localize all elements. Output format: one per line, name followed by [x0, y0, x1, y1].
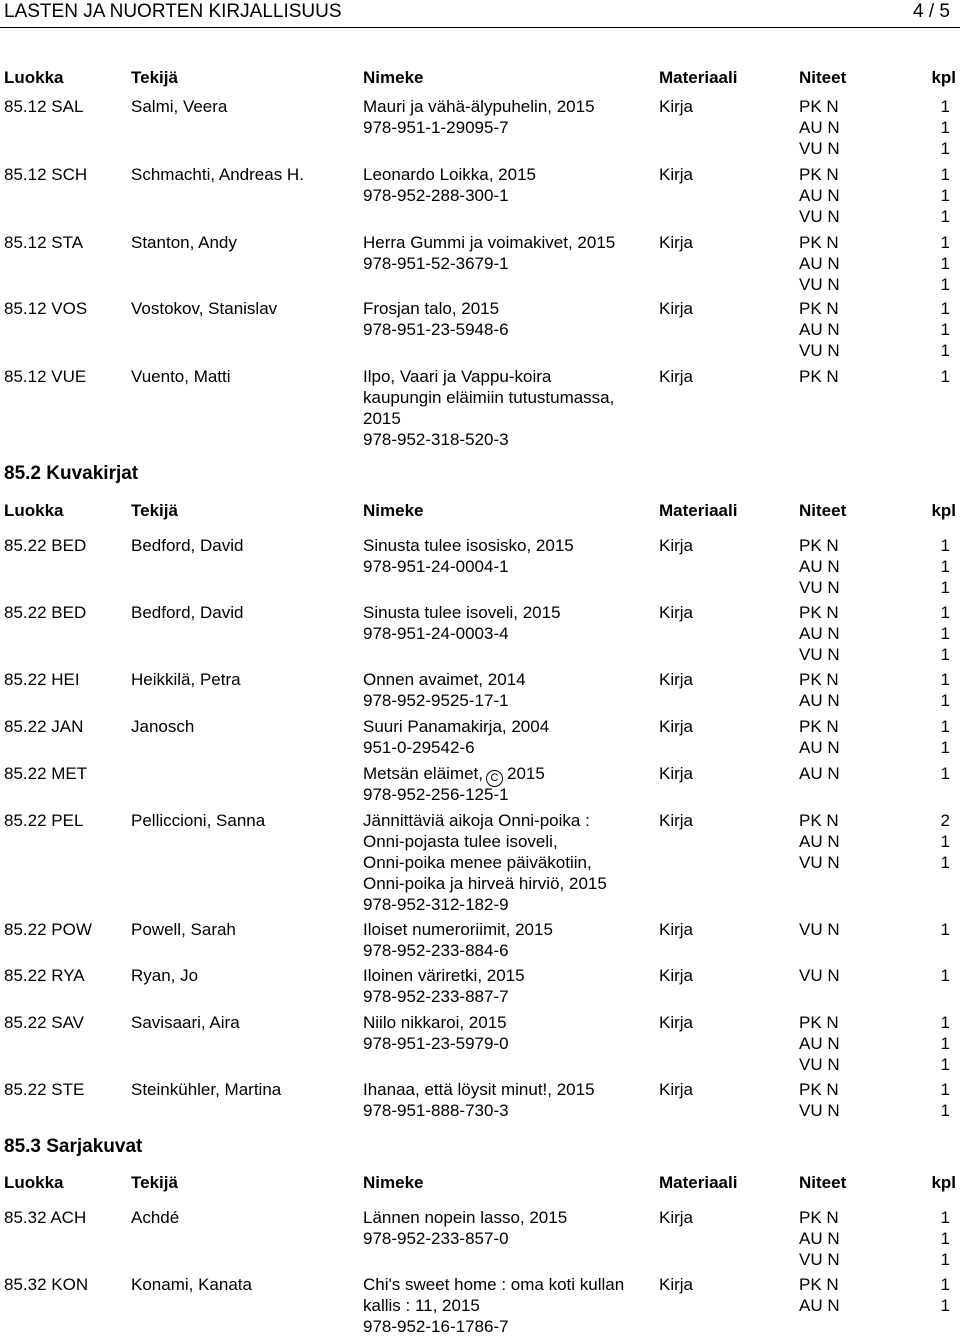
column-header-luokka: Luokka [4, 68, 64, 87]
copy-count: 1 [940, 1055, 950, 1074]
holding-location: PK N [799, 670, 839, 689]
material-type: Kirja [659, 299, 694, 318]
holding-location: VU N [799, 341, 840, 360]
copy-count: 1 [940, 165, 950, 184]
copy-count: 1 [940, 207, 950, 226]
title-line: Iloinen väriretki, 2015 [363, 966, 525, 985]
material-type: Kirja [659, 165, 694, 184]
title-line: Leonardo Loikka, 2015 [363, 165, 536, 184]
title-line: Jännittäviä aikoja Onni-poika : [363, 811, 590, 830]
call-number: 85.32 KON [4, 1275, 89, 1294]
column-header-kpl: kpl [931, 501, 956, 520]
column-header-nimeke: Nimeke [363, 1173, 424, 1192]
column-header-nimeke: Nimeke [363, 68, 424, 87]
title-line: Sinusta tulee isoveli, 2015 [363, 603, 561, 622]
copy-count: 1 [940, 691, 950, 710]
holding-location: AU N [799, 832, 840, 851]
title-text: Metsän eläimet, [363, 764, 483, 783]
holding-location: AU N [799, 738, 840, 757]
call-number: 85.12 VUE [4, 367, 87, 386]
isbn: 978-951-23-5979-0 [363, 1034, 509, 1053]
copy-count: 1 [940, 645, 950, 664]
column-header-niteet: Niteet [799, 1173, 847, 1192]
title-year: 2015 [507, 764, 545, 783]
title-line: kallis : 11, 2015 [363, 1296, 480, 1315]
author: Powell, Sarah [131, 920, 236, 939]
holding-location: AU N [799, 118, 840, 137]
material-type: Kirja [659, 603, 694, 622]
copy-count: 1 [940, 275, 950, 294]
title-line: Ilpo, Vaari ja Vappu-koira [363, 367, 552, 386]
column-header-materiaali: Materiaali [659, 501, 738, 520]
title-line: Sinusta tulee isosisko, 2015 [363, 536, 574, 555]
copy-count: 1 [940, 764, 950, 783]
material-type: Kirja [659, 367, 694, 386]
column-header-nimeke: Nimeke [363, 501, 424, 520]
holding-location: PK N [799, 536, 839, 555]
author: Schmachti, Andreas H. [131, 165, 304, 184]
material-type: Kirja [659, 1080, 694, 1099]
author: Steinkühler, Martina [131, 1080, 282, 1099]
column-header-niteet: Niteet [799, 501, 847, 520]
material-type: Kirja [659, 1275, 694, 1294]
holding-location: PK N [799, 1013, 839, 1032]
holding-location: PK N [799, 717, 839, 736]
call-number: 85.12 SCH [4, 165, 88, 184]
copyright-icon: C [486, 770, 503, 787]
copy-count: 1 [940, 1250, 950, 1269]
holding-location: VU N [799, 207, 840, 226]
call-number: 85.12 STA [4, 233, 84, 252]
column-header-kpl: kpl [931, 1173, 956, 1192]
material-type: Kirja [659, 764, 694, 783]
isbn: 951-0-29542-6 [363, 738, 475, 757]
holding-location: PK N [799, 299, 839, 318]
holding-location: VU N [799, 645, 840, 664]
copy-count: 1 [940, 97, 950, 116]
holding-location: AU N [799, 320, 840, 339]
holding-location: VU N [799, 1101, 840, 1120]
holding-location: PK N [799, 1080, 839, 1099]
column-header-luokka: Luokka [4, 1173, 64, 1192]
holding-location: PK N [799, 1275, 839, 1294]
author: Savisaari, Aira [131, 1013, 240, 1032]
isbn: 978-951-23-5948-6 [363, 320, 509, 339]
holding-location: AU N [799, 1034, 840, 1053]
call-number: 85.22 BED [4, 536, 87, 555]
title-line: kaupungin eläimiin tutustumassa, [363, 388, 615, 407]
call-number: 85.22 SAV [4, 1013, 85, 1032]
title-line: Onni-poika menee päiväkotiin, [363, 853, 592, 872]
call-number: 85.22 PEL [4, 811, 84, 830]
column-header-materiaali: Materiaali [659, 68, 738, 87]
material-type: Kirja [659, 1208, 694, 1227]
author: Pelliccioni, Sanna [131, 811, 266, 830]
copy-count: 1 [940, 1101, 950, 1120]
holding-location: AU N [799, 691, 840, 710]
author: Janosch [131, 717, 195, 736]
title-line: Suuri Panamakirja, 2004 [363, 717, 550, 736]
isbn: 978-951-24-0003-4 [363, 624, 509, 643]
column-header-tekija: Tekijä [131, 68, 178, 87]
title-line: Mauri ja vähä-älypuhelin, 2015 [363, 97, 595, 116]
isbn: 978-952-233-887-7 [363, 987, 509, 1006]
title-line: Chi's sweet home : oma koti kullan [363, 1275, 625, 1294]
copy-count: 1 [940, 920, 950, 939]
column-header-niteet: Niteet [799, 68, 847, 87]
author: Vostokov, Stanislav [131, 299, 278, 318]
author: Vuento, Matti [131, 367, 231, 386]
copy-count: 1 [940, 1034, 950, 1053]
holding-location: VU N [799, 139, 840, 158]
copy-count: 2 [940, 811, 950, 830]
holding-location: VU N [799, 1055, 840, 1074]
title-line: Iloiset numeroriimit, 2015 [363, 920, 553, 939]
author: Konami, Kanata [131, 1275, 252, 1294]
copy-count: 1 [940, 1296, 950, 1315]
copy-count: 1 [940, 118, 950, 137]
call-number: 85.12 VOS [4, 299, 88, 318]
column-header-tekija: Tekijä [131, 1173, 178, 1192]
copy-count: 1 [940, 966, 950, 985]
section-title: 85.2 Kuvakirjat [4, 463, 139, 484]
copy-count: 1 [940, 717, 950, 736]
holding-location: AU N [799, 186, 840, 205]
copy-count: 1 [940, 536, 950, 555]
copy-count: 1 [940, 139, 950, 158]
author: Bedford, David [131, 603, 244, 622]
author: Bedford, David [131, 536, 244, 555]
call-number: 85.22 RYA [4, 966, 85, 985]
author: Achdé [131, 1208, 180, 1227]
page-title: LASTEN JA NUORTEN KIRJALLISUUS [4, 1, 342, 22]
isbn: 978-952-16-1786-7 [363, 1317, 509, 1336]
isbn: 978-952-288-300-1 [363, 186, 509, 205]
call-number: 85.22 BED [4, 603, 87, 622]
holding-location: VU N [799, 578, 840, 597]
copy-count: 1 [940, 832, 950, 851]
copy-count: 1 [940, 367, 950, 386]
material-type: Kirja [659, 536, 694, 555]
holding-location: AU N [799, 254, 840, 273]
title-line: Frosjan talo, 2015 [363, 299, 500, 318]
copy-count: 1 [940, 320, 950, 339]
page-number: 4 / 5 [913, 1, 950, 22]
isbn: 978-952-233-884-6 [363, 941, 509, 960]
material-type: Kirja [659, 811, 694, 830]
copy-count: 1 [940, 603, 950, 622]
copy-count: 1 [940, 578, 950, 597]
holding-location: PK N [799, 97, 839, 116]
holding-location: PK N [799, 165, 839, 184]
title-line: Onnen avaimet, 2014 [363, 670, 526, 689]
copy-count: 1 [940, 254, 950, 273]
isbn: 978-951-888-730-3 [363, 1101, 509, 1120]
call-number: 85.22 STE [4, 1080, 85, 1099]
holding-location: VU N [799, 920, 840, 939]
copy-count: 1 [940, 853, 950, 872]
holding-location: AU N [799, 624, 840, 643]
material-type: Kirja [659, 966, 694, 985]
call-number: 85.22 HEI [4, 670, 80, 689]
column-header-tekija: Tekijä [131, 501, 178, 520]
holding-location: PK N [799, 233, 839, 252]
isbn: 978-952-9525-17-1 [363, 691, 509, 710]
holding-location: PK N [799, 811, 839, 830]
material-type: Kirja [659, 717, 694, 736]
holding-location: PK N [799, 603, 839, 622]
copy-count: 1 [940, 670, 950, 689]
call-number: 85.22 MET [4, 764, 88, 783]
copy-count: 1 [940, 1229, 950, 1248]
title-line: Lännen nopein lasso, 2015 [363, 1208, 568, 1227]
holding-location: AU N [799, 1296, 840, 1315]
copy-count: 1 [940, 1013, 950, 1032]
author: Heikkilä, Petra [131, 670, 241, 689]
title-line: Niilo nikkaroi, 2015 [363, 1013, 507, 1032]
call-number: 85.22 POW [4, 920, 92, 939]
copy-count: 1 [940, 341, 950, 360]
holding-location: AU N [799, 557, 840, 576]
isbn: 978-952-312-182-9 [363, 895, 509, 914]
column-header-kpl: kpl [931, 68, 956, 87]
copy-count: 1 [940, 738, 950, 757]
material-type: Kirja [659, 670, 694, 689]
isbn: 978-952-318-520-3 [363, 430, 509, 449]
section-title: 85.3 Sarjakuvat [4, 1136, 143, 1157]
holding-location: VU N [799, 1250, 840, 1269]
title-line: Herra Gummi ja voimakivet, 2015 [363, 233, 616, 252]
copy-count: 1 [940, 1208, 950, 1227]
copy-count: 1 [940, 624, 950, 643]
material-type: Kirja [659, 920, 694, 939]
author: Salmi, Veera [131, 97, 228, 116]
copy-count: 1 [940, 1080, 950, 1099]
copy-count: 1 [940, 557, 950, 576]
call-number: 85.32 ACH [4, 1208, 87, 1227]
holding-location: AU N [799, 1229, 840, 1248]
material-type: Kirja [659, 233, 694, 252]
column-header-luokka: Luokka [4, 501, 64, 520]
isbn: 978-951-52-3679-1 [363, 254, 509, 273]
holding-location: VU N [799, 853, 840, 872]
holding-location: PK N [799, 1208, 839, 1227]
holding-location: VU N [799, 275, 840, 294]
call-number: 85.12 SAL [4, 97, 84, 116]
isbn: 978-952-256-125-1 [363, 785, 509, 804]
title-line: Onni-pojasta tulee isoveli, [363, 832, 558, 851]
call-number: 85.22 JAN [4, 717, 84, 736]
material-type: Kirja [659, 1013, 694, 1032]
title-line: Ihanaa, että löysit minut!, 2015 [363, 1080, 595, 1099]
copy-count: 1 [940, 299, 950, 318]
author: Stanton, Andy [131, 233, 237, 252]
author: Ryan, Jo [131, 966, 199, 985]
holding-location: PK N [799, 367, 839, 386]
isbn: 978-952-233-857-0 [363, 1229, 509, 1248]
material-type: Kirja [659, 97, 694, 116]
copy-count: 1 [940, 1275, 950, 1294]
title-line: 2015 [363, 409, 401, 428]
copy-count: 1 [940, 186, 950, 205]
title-divider [0, 27, 960, 28]
holding-location: VU N [799, 966, 840, 985]
holding-location: AU N [799, 764, 840, 783]
copy-count: 1 [940, 233, 950, 252]
isbn: 978-951-24-0004-1 [363, 557, 509, 576]
title-line: Onni-poika ja hirveä hirviö, 2015 [363, 874, 607, 893]
column-header-materiaali: Materiaali [659, 1173, 738, 1192]
isbn: 978-951-1-29095-7 [363, 118, 509, 137]
